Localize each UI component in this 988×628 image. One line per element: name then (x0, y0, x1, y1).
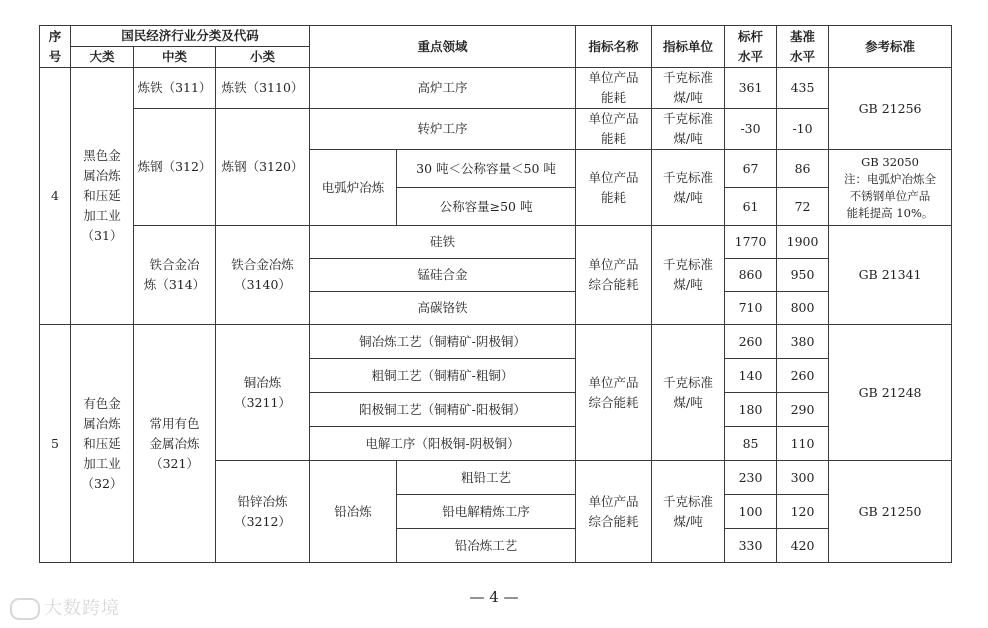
header-indicator-name: 指标名称 (576, 26, 652, 68)
benchmark-value: 140 (725, 359, 777, 393)
mid-category: 常用有色 金属冶炼 （321） (134, 325, 216, 563)
focus-area: 铜冶炼工艺（铜精矿-阴极铜） (310, 325, 576, 359)
focus-group: 铅冶炼 (310, 461, 397, 563)
watermark (10, 594, 120, 620)
focus-area: 铅冶炼工艺 (397, 529, 576, 563)
baseline-value: 1900 (777, 226, 829, 259)
reference-standard: GB 21248 (829, 325, 952, 461)
mid-category: 炼钢（312） (134, 109, 216, 226)
seq-cell: 5 (40, 325, 71, 563)
indicator-unit: 千克标准 煤/吨 (652, 109, 725, 150)
focus-area: 铅电解精炼工序 (397, 495, 576, 529)
header-mid: 中类 (134, 47, 216, 68)
seq-cell: 4 (40, 68, 71, 325)
energy-benchmark-table (39, 25, 952, 563)
indicator-unit: 千克标准 煤/吨 (652, 150, 725, 226)
focus-area: 30 吨＜公称容量＜50 吨 (397, 150, 576, 188)
focus-area: 高碳铬铁 (310, 292, 576, 325)
header-benchmark: 标杆 水平 (725, 26, 777, 68)
indicator-name: 单位产品 综合能耗 (576, 325, 652, 461)
focus-area: 阳极铜工艺（铜精矿-阳极铜） (310, 393, 576, 427)
indicator-unit: 千克标准 煤/吨 (652, 461, 725, 563)
watermark-text: 大数跨境 (44, 598, 120, 619)
focus-area: 锰硅合金 (310, 259, 576, 292)
indicator-name: 单位产品 综合能耗 (576, 226, 652, 325)
focus-area: 转炉工序 (310, 109, 576, 150)
header-seq: 序 号 (40, 26, 71, 68)
page-number: — 4 — (469, 588, 519, 606)
minor-category: 铅锌冶炼 （3212） (216, 461, 310, 563)
baseline-value: 435 (777, 68, 829, 109)
minor-category: 炼铁（3110） (216, 68, 310, 109)
baseline-value: -10 (777, 109, 829, 150)
header-focus: 重点领域 (310, 26, 576, 68)
benchmark-value: 860 (725, 259, 777, 292)
minor-category: 铁合金冶炼 （3140） (216, 226, 310, 325)
baseline-value: 380 (777, 325, 829, 359)
baseline-value: 110 (777, 427, 829, 461)
header-indicator-unit: 指标单位 (652, 26, 725, 68)
baseline-value: 800 (777, 292, 829, 325)
focus-area: 粗铅工艺 (397, 461, 576, 495)
header-industry-group: 国民经济行业分类及代码 (71, 26, 310, 47)
baseline-value: 950 (777, 259, 829, 292)
indicator-unit: 千克标准 煤/吨 (652, 68, 725, 109)
header-reference: 参考标准 (829, 26, 952, 68)
baseline-value: 290 (777, 393, 829, 427)
minor-category: 铜冶炼 （3211） (216, 325, 310, 461)
focus-area: 硅铁 (310, 226, 576, 259)
focus-area: 公称容量≥50 吨 (397, 188, 576, 226)
baseline-value: 260 (777, 359, 829, 393)
minor-category: 炼钢（3120） (216, 109, 310, 226)
benchmark-value: 710 (725, 292, 777, 325)
benchmark-value: -30 (725, 109, 777, 150)
reference-standard: GB 21341 (829, 226, 952, 325)
indicator-name: 单位产品 能耗 (576, 68, 652, 109)
indicator-name: 单位产品 能耗 (576, 150, 652, 226)
indicator-name: 单位产品 能耗 (576, 109, 652, 150)
major-category: 黑色金 属冶炼 和压延 加工业 （31） (71, 68, 134, 325)
focus-area: 电解工序（阳极铜-阴极铜） (310, 427, 576, 461)
indicator-unit: 千克标准 煤/吨 (652, 226, 725, 325)
benchmark-value: 260 (725, 325, 777, 359)
major-category: 有色金 属冶炼 和压延 加工业 （32） (71, 325, 134, 563)
baseline-value: 420 (777, 529, 829, 563)
benchmark-value: 330 (725, 529, 777, 563)
benchmark-value: 230 (725, 461, 777, 495)
benchmark-value: 67 (725, 150, 777, 188)
baseline-value: 120 (777, 495, 829, 529)
benchmark-value: 361 (725, 68, 777, 109)
benchmark-value: 180 (725, 393, 777, 427)
benchmark-value: 85 (725, 427, 777, 461)
header-major: 大类 (71, 47, 134, 68)
baseline-value: 86 (777, 150, 829, 188)
mid-category: 炼铁（311） (134, 68, 216, 109)
mid-category: 铁合金冶 炼（314） (134, 226, 216, 325)
indicator-unit: 千克标准 煤/吨 (652, 325, 725, 461)
indicator-name: 单位产品 综合能耗 (576, 461, 652, 563)
header-baseline: 基准 水平 (777, 26, 829, 68)
focus-area: 粗铜工艺（铜精矿-粗铜） (310, 359, 576, 393)
benchmark-value: 1770 (725, 226, 777, 259)
baseline-value: 300 (777, 461, 829, 495)
benchmark-value: 100 (725, 495, 777, 529)
reference-standard: GB 21256 (829, 68, 952, 150)
reference-standard: GB 32050 注：电弧炉冶炼全 不锈钢单位产品 能耗提高 10%。 (829, 150, 952, 226)
header-minor: 小类 (216, 47, 310, 68)
focus-area: 高炉工序 (310, 68, 576, 109)
reference-standard: GB 21250 (829, 461, 952, 563)
benchmark-value: 61 (725, 188, 777, 226)
logo-icon (10, 598, 40, 620)
baseline-value: 72 (777, 188, 829, 226)
focus-group: 电弧炉冶炼 (310, 150, 397, 226)
